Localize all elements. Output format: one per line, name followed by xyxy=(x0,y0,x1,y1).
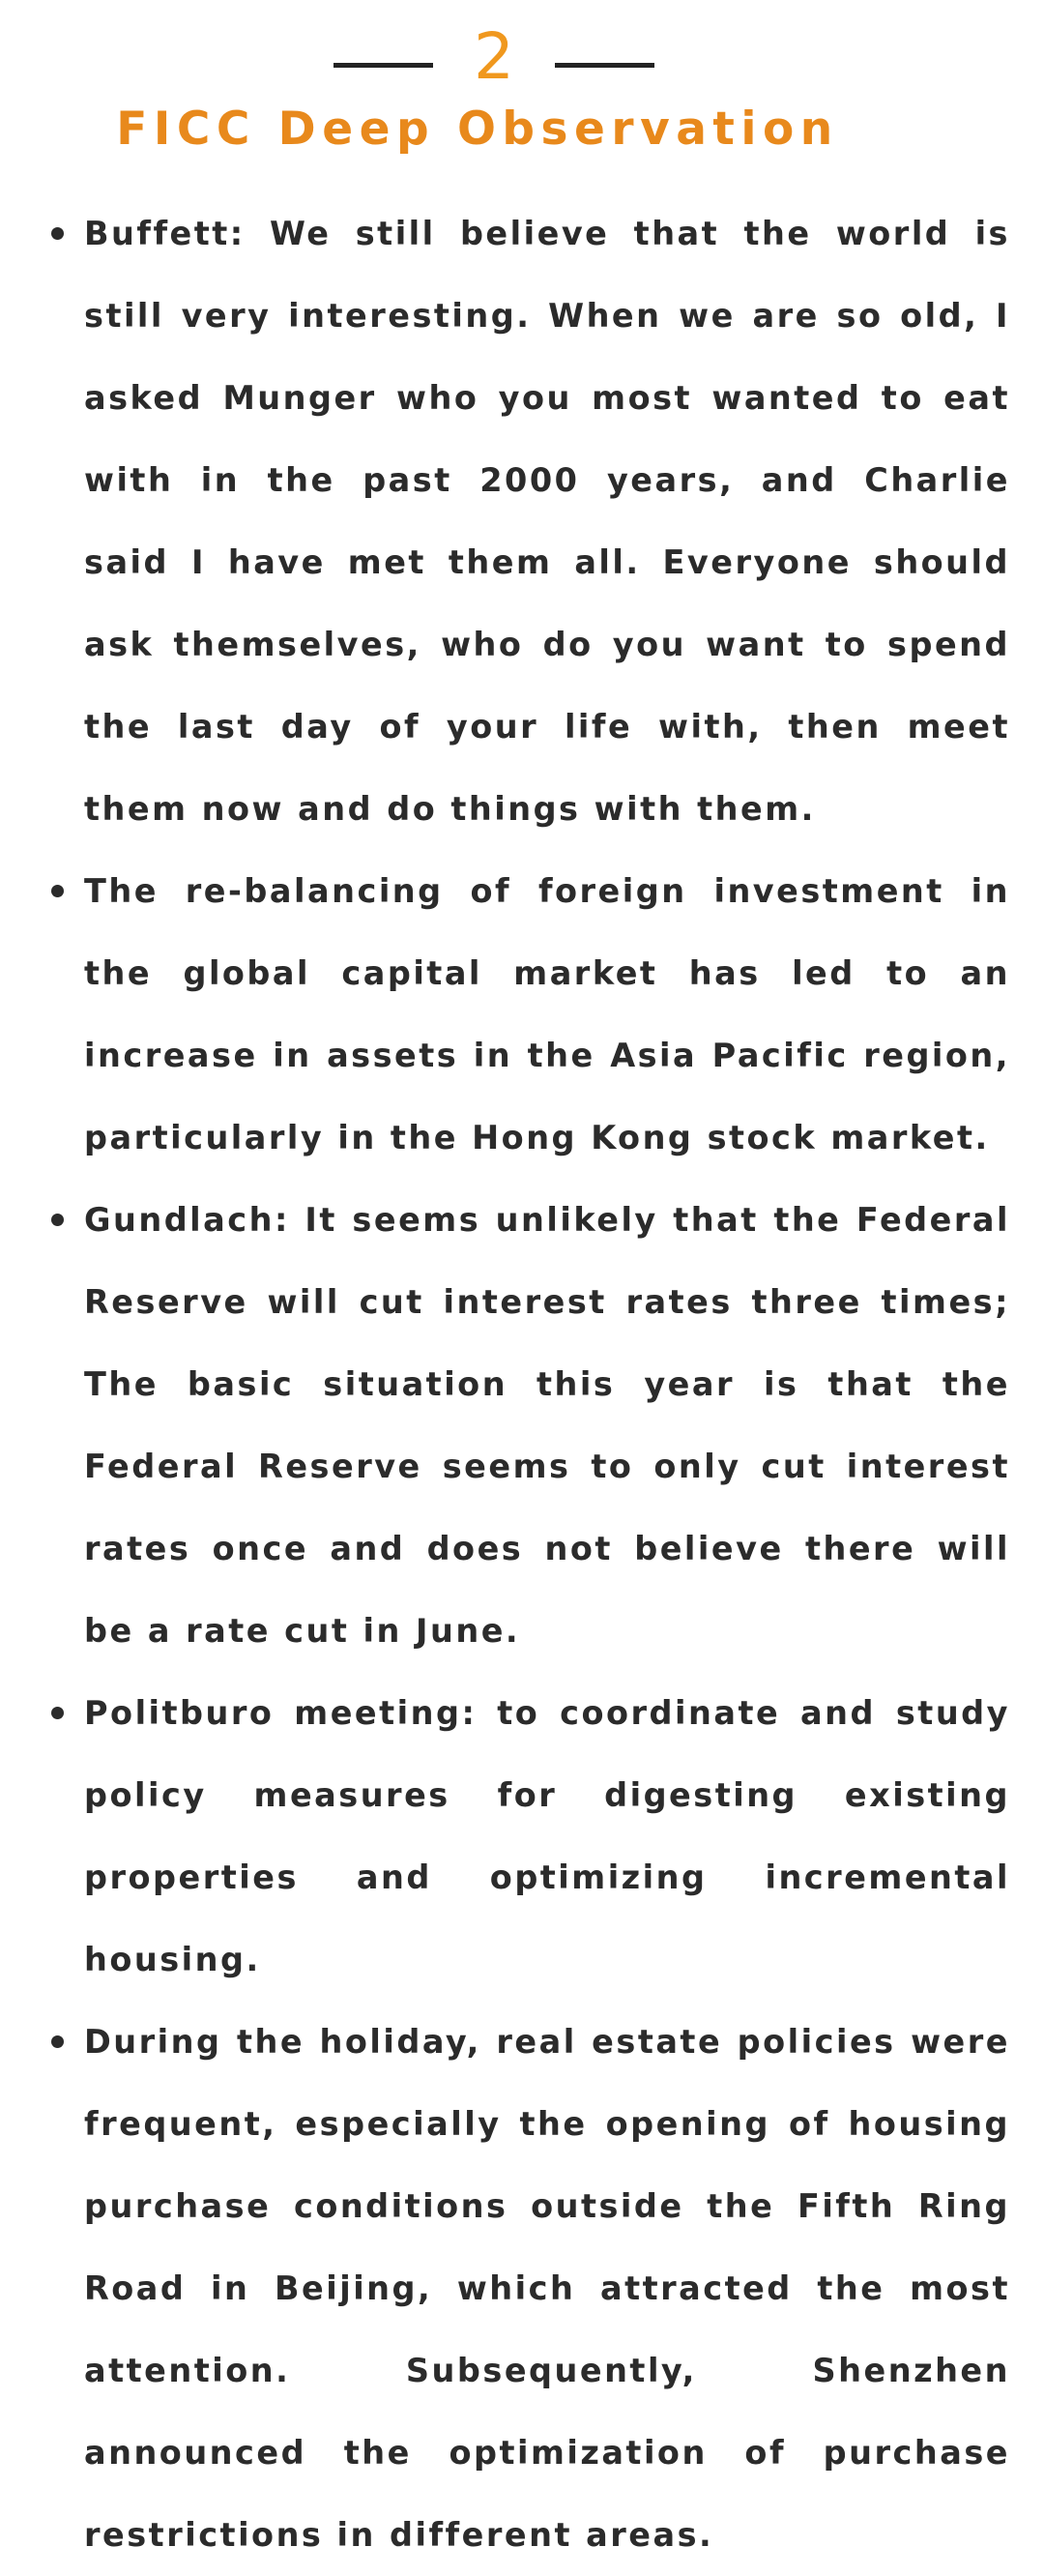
bullet-dot-icon xyxy=(51,1214,64,1226)
bullet-list xyxy=(0,192,1044,2576)
section-title: FICC Deep Observation xyxy=(116,102,839,156)
bullet-text: Gundlach: It seems unlikely that the Federal Reserve will cut interest rates three times; The basic situation this year is that the Federal Reserve seems to only cut interest rates once and does not believe there will be a rate cut in June. xyxy=(84,1201,1010,1650)
bullet-item-real-estate xyxy=(0,2001,1044,2576)
bullet-dot-icon xyxy=(51,2035,64,2048)
bullet-dot-icon xyxy=(51,885,64,897)
bullet-item-buffett xyxy=(0,192,1044,850)
section-header xyxy=(0,0,1044,174)
bullet-text: During the holiday, real estate policies were frequent, especially the opening of housing purchase conditions outside the Fifth Ring Road in Beijing, which attracted the most attention. Subsequently, Shenzhen announced the optimization of purchase restrictions in different areas. xyxy=(84,2023,1010,2554)
bullet-text: Politburo meeting: to coordinate and study policy measures for digesting existing properties and optimizing incremental housing. xyxy=(84,1694,1010,1978)
right-divider-line xyxy=(555,63,654,68)
section-number: 2 xyxy=(474,19,514,94)
bullet-dot-icon xyxy=(51,227,64,240)
section-number-row xyxy=(334,14,654,101)
bullet-item-politburo xyxy=(0,1672,1044,2001)
bullet-item-gundlach xyxy=(0,1179,1044,1672)
bullet-item-foreign-investment xyxy=(0,850,1044,1179)
bullet-text: Buffett: We still believe that the world is still very interesting. When we are so old, I asked Munger who you most wanted to eat with in the past 2000 years, and Charlie said I have met them all. Everyone should ask themselves, who do you want to spend the last day of your life with, then meet them now and do things with them. xyxy=(84,215,1010,828)
bullet-text: The re-balancing of foreign investment in the global capital market has led to an increase in assets in the Asia Pacific region, particularly in the Hong Kong stock market. xyxy=(84,872,1010,1156)
bullet-dot-icon xyxy=(51,1707,64,1719)
